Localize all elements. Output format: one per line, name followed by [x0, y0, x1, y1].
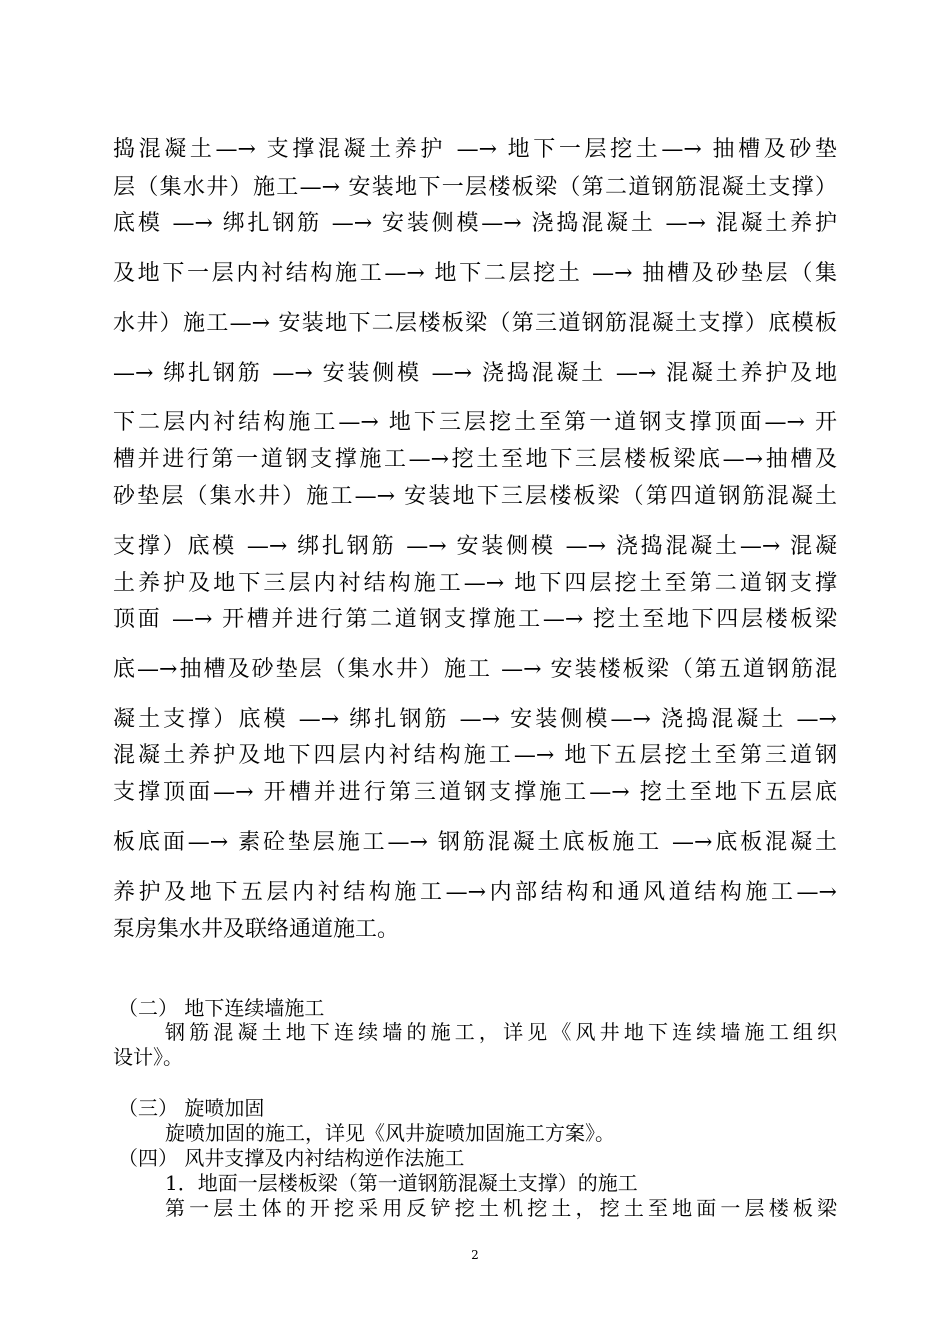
flow-line: —→ 绑扎钢筋 —→ 安装侧模 —→ 浇捣混凝土 —→ 混凝土养护及地	[113, 361, 837, 386]
flow-line: 捣混凝土—→ 支撑混凝土养护 —→ 地下一层挖土—→ 抽槽及砂垫	[113, 137, 837, 162]
section-2-body: 钢筋混凝土地下连续墙的施工，详见《风井地下连续墙施工组织	[165, 1020, 837, 1044]
flow-line: 支撑顶面—→ 开槽并进行第三道钢支撑施工—→ 挖土至地下五层底	[113, 780, 837, 805]
flow-line: 槽并进行第一道钢支撑施工—→挖土至地下三层楼板梁底—→抽槽及	[113, 447, 837, 472]
section-2-body-cont: 设计》。	[113, 1045, 183, 1069]
flow-line: 顶面 —→ 开槽并进行第二道钢支撑施工—→ 挖土至地下四层楼板梁	[113, 607, 837, 632]
flow-line: 层（集水井）施工—→ 安装地下一层楼板梁（第二道钢筋混凝土支撑）	[113, 175, 837, 200]
flow-line: 凝土支撑）底模 —→ 绑扎钢筋 —→ 安装侧模—→ 浇捣混凝土 —→	[113, 707, 837, 732]
flow-line: 底—→抽槽及砂垫层（集水井）施工 —→ 安装楼板梁（第五道钢筋混	[113, 657, 837, 682]
flow-line: 土养护及地下三层内衬结构施工—→ 地下四层挖土至第二道钢支撑	[113, 571, 837, 596]
flow-line: 砂垫层（集水井）施工—→ 安装地下三层楼板梁（第四道钢筋混凝土	[113, 484, 837, 509]
flow-line: 板底面—→ 素砼垫层施工—→ 钢筋混凝土底板施工 —→底板混凝土	[113, 830, 837, 855]
flow-line: 下二层内衬结构施工—→ 地下三层挖土至第一道钢支撑顶面—→ 开	[113, 410, 837, 435]
section-heading-3: （三） 旋喷加固	[118, 1096, 265, 1120]
section-4-body: 第一层土体的开挖采用反铲挖土机挖土，挖土至地面一层楼板梁	[165, 1196, 837, 1220]
flow-line: 支撑）底模 —→ 绑扎钢筋 —→ 安装侧模 —→ 浇捣混凝土—→ 混凝	[113, 534, 837, 559]
flow-line: 泵房集水井及联络通道施工。	[113, 917, 400, 942]
flow-line: 水井）施工—→ 安装地下二层楼板梁（第三道钢筋混凝土支撑）底模板	[113, 311, 837, 336]
flow-line: 及地下一层内衬结构施工—→ 地下二层挖土 —→ 抽槽及砂垫层（集	[113, 261, 837, 286]
flow-line: 底模 —→ 绑扎钢筋 —→ 安装侧模—→ 浇捣混凝土 —→ 混凝土养护	[113, 211, 837, 236]
page-number: 2	[471, 1248, 479, 1262]
flow-line: 混凝土养护及地下四层内衬结构施工—→ 地下五层挖土至第三道钢	[113, 743, 837, 768]
section-4-subheading: 1．地面一层楼板梁（第一道钢筋混凝土支撑）的施工	[165, 1171, 638, 1195]
section-heading-2: （二） 地下连续墙施工	[118, 996, 325, 1020]
section-heading-4: （四） 风井支撑及内衬结构逆作法施工	[118, 1146, 465, 1170]
flow-line: 养护及地下五层内衬结构施工—→内部结构和通风道结构施工—→	[113, 880, 837, 905]
section-3-body: 旋喷加固的施工，详见《风井旋喷加固施工方案》。	[165, 1121, 615, 1145]
